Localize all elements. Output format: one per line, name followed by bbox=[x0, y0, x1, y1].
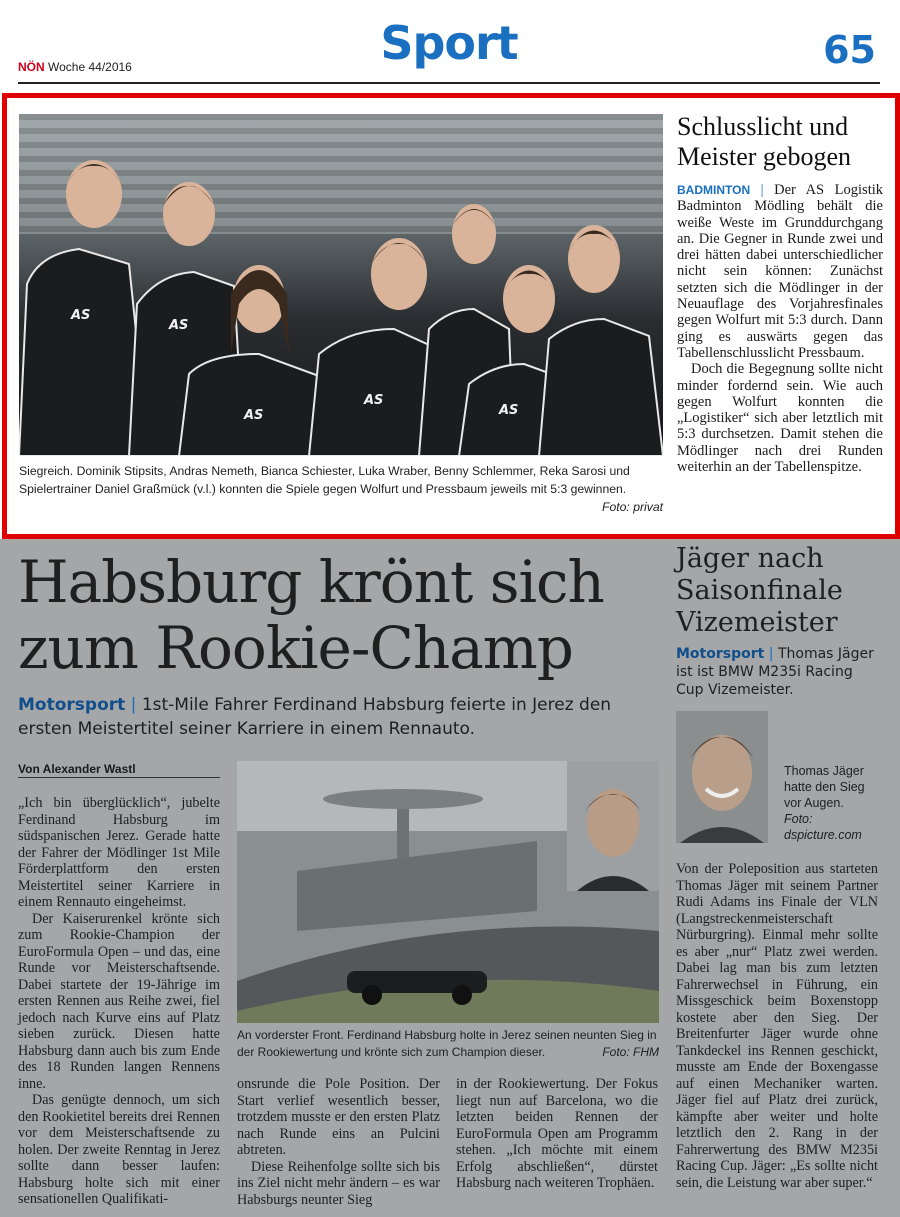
author-byline: Von Alexander Wastl bbox=[18, 762, 220, 778]
svg-text:AS: AS bbox=[499, 403, 519, 418]
svg-text:AS: AS bbox=[71, 308, 91, 323]
jaeger-body: Von der Poleposition aus starteten Thomas Jäger mit seinem Partner Rudi Adams ins Finale der VLN (Langstreckenmeisterschaft Nürburgring). Einmal mehr sollte es aber „nur“ Platz zwei werden. Dabei lag man bis zum letzten Fahrerwechsel in Führung, ein Missgeschick beim Boxenstopp kostete aber den Sieg. Der Breitenfurter Jäger wurde ohne Tankdeckel ins Rennen geschickt, musste am Ende der Boxengasse auf einen Mechaniker warten. Jäger fiel auf Platz drei zurück, kämpfte aber weiter und holte letztlich den 2. Rang in der Fahrerwertung des BMW M235i Racing Cup. Jäger: „Es sollte nicht sein, die Leistung war aber super.“ bbox=[676, 861, 878, 1191]
jaeger-lead-text: Thomas Jäger ist ist BMW M235i Racing Cup Vizemeister. bbox=[676, 646, 874, 698]
badminton-text-1: Der AS Logistik Badminton Mödling behält die weiße Weste im Grunddurchgang an. Die Gegner in Runde zwei und drei hätten dabei unterschiedlicher nicht sein können: Zunächst setzten sich die Mödlinger in der Neuauflage des Vorjahresfinales gegen Wolfurt mit 5:3 durch. Dann ging es auswärts gegen das Tabellenschlusslicht Pressbaum. bbox=[677, 182, 884, 361]
jaeger-kicker: Motorsport bbox=[676, 646, 765, 662]
habsburg-lead-text: 1st-Mile Fahrer Ferdinand Habsburg feierte in Jerez den ersten Meistertitel seiner Karriere in einem Rennauto. bbox=[18, 695, 612, 739]
jaeger-portrait-illustration bbox=[676, 711, 768, 843]
jaeger-kicker-separator: | bbox=[768, 646, 774, 662]
race-photo-caption bbox=[237, 1027, 659, 1061]
habsburg-kicker: Motorsport bbox=[18, 695, 126, 715]
team-caption-text: Siegreich. Dominik Stipsits, Andras Nemeth, Bianca Schiester, Luka Wraber, Benny Schlemmer, Reka Sarosi und Spielertrainer Daniel Graßmück (v.l.) konnten die Spiele gegen Wolfurt und Pressbaum jeweils mit 5:3 gewinnen. bbox=[19, 464, 630, 496]
badminton-article-box[interactable] bbox=[2, 93, 900, 539]
habsburg-lead bbox=[18, 693, 658, 741]
jaeger-photo-credit: Foto: dspicture.com bbox=[784, 812, 862, 842]
svg-text:AS: AS bbox=[364, 393, 384, 408]
badminton-paragraph-2: Doch die Begegnung sollte nicht minder fordernd sein. Wie auch gegen Wolfurt konnten die „Logistiker“ sich aber letztlich mit 5:3 durchsetzen. Damit stehen die Mödlinger nach drei Runden weiterhin an der Tabellenspitze. bbox=[677, 361, 883, 476]
race-photo-illustration bbox=[237, 761, 659, 1023]
badminton-body bbox=[677, 182, 883, 475]
col2-paragraph-1: onsrunde die Pole Position. Der Start verlief wesentlich besser, trotzdem musste er den ersten Platz nach Runde eins an Pulcini abtreten. bbox=[237, 1076, 440, 1158]
team-photo-caption bbox=[19, 462, 663, 516]
race-photo bbox=[237, 761, 659, 1023]
kicker-separator: | bbox=[760, 182, 764, 198]
col1-paragraph-3: Das genügte dennoch, um sich den Rookietitel bereits drei Rennen vor dem Meisterschaftsende zu holen. Der zweite Renntag in Jerez sollte dann besser laufen: Habsburg holte sich mit einer sensationellen Qualifikati- bbox=[18, 1092, 220, 1207]
jaeger-lead bbox=[676, 645, 876, 699]
badminton-paragraph-1 bbox=[677, 182, 883, 361]
team-photo-credit: Foto: privat bbox=[602, 500, 663, 514]
habsburg-headline: Habsburg krönt sich zum Rookie-Champ bbox=[18, 548, 604, 682]
habsburg-column-1 bbox=[18, 795, 220, 1208]
jaeger-caption-text: Thomas Jäger hatte den Sieg vor Augen. bbox=[784, 764, 865, 810]
habsburg-column-2 bbox=[237, 1076, 440, 1208]
page-header bbox=[18, 0, 880, 84]
jaeger-portrait bbox=[676, 711, 768, 843]
page-number: 65 bbox=[823, 28, 876, 72]
issue-week: Woche 44/2016 bbox=[48, 60, 132, 74]
svg-text:AS: AS bbox=[244, 408, 264, 423]
lower-page-area bbox=[0, 539, 900, 1217]
habsburg-column-3 bbox=[456, 1076, 658, 1192]
race-photo-credit: Foto: FHM bbox=[602, 1045, 659, 1059]
badminton-headline: Schlusslicht und Meister gebogen bbox=[677, 112, 852, 171]
col3-paragraph-1: in der Rookiewertung. Der Fokus liegt nun auf Barcelona, wo die letzten beiden Rennen der EuroFormula Open am Programm stehen. „Ich möchte mit einem Erfolg abschließen“, dürstet Habsburg nach weiteren Trophäen. bbox=[456, 1076, 658, 1191]
badminton-kicker: BADMINTON bbox=[677, 183, 751, 197]
team-photo bbox=[19, 114, 663, 456]
jaeger-portrait-caption bbox=[784, 763, 884, 843]
logo-non: NÖN bbox=[18, 60, 45, 74]
svg-text:AS: AS bbox=[169, 318, 189, 333]
col2-paragraph-2: Diese Reihenfolge sollte sich bis ins Ziel nicht mehr ändern – es war Habsburgs neunter Sieg bbox=[237, 1158, 440, 1208]
section-title: Sport bbox=[380, 16, 518, 70]
col1-paragraph-1: „Ich bin überglücklich“, jubelte Ferdinand Habsburg im südspanischen Jerez. Gerade hatte der Fahrer der Mödlinger 1st Mile Förderplattform den ersten Meistertitel seiner Karriere in einem Rennauto eingeheimst. bbox=[18, 795, 220, 910]
team-photo-illustration bbox=[19, 114, 663, 456]
jaeger-headline: Jäger nach Saisonfinale Vizemeister bbox=[676, 543, 843, 638]
habsburg-kicker-separator: | bbox=[130, 695, 137, 715]
race-caption-text: An vorderster Front. Ferdinand Habsburg holte in Jerez seinen neunten Sieg in der Rookiewertung und krönte sich zum Champion dieser. bbox=[237, 1028, 657, 1059]
col1-paragraph-2: Der Kaiserurenkel krönte sich zum Rookie-Champion der EuroFormula Open – und das, eine Runde vor Meisterschaftsende. Dabei startete der 19-Jährige im ersten Rennen aus Reihe zwei, fiel jedoch nach Kurve eins auf Platz sieben zurück. Diesen hatte Habsburg dann auch bis zum Ende des 18 Runden langen Rennens inne. bbox=[18, 910, 220, 1092]
